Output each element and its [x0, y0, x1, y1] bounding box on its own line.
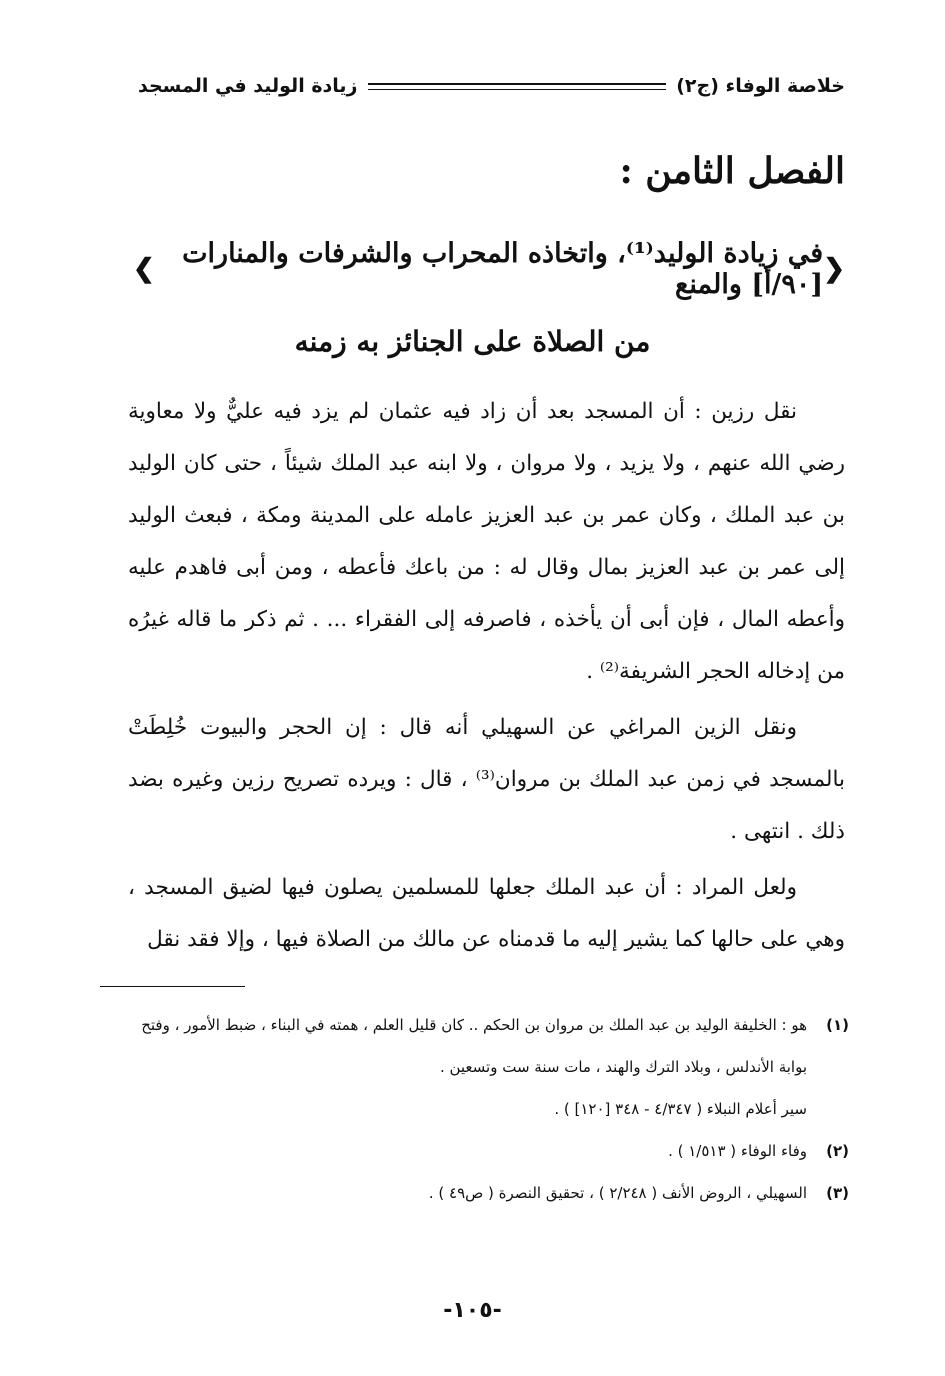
section-subheading: من الصلاة على الجنائز به زمنه — [294, 325, 651, 358]
header-section-title: زيادة الوليد في المسجد — [138, 75, 358, 97]
paragraph: ونقل الزين المراغي عن السهيلي أنه قال : إن الحجر والبيوت خُلِطَتْ بالمسجد في زمن عبد الملك بن مروان⁽³⁾ ، قال : ويرده تصريح رزين وغيره بضد ذلك . انتهى . — [128, 715, 845, 844]
paragraph: ولعل المراد : أن عبد الملك جعلها للمسلمين يصلون فيها لضيق المسجد ، وهي على حالها كما يشير إليه ما قدمناه عن مالك من الصلاة فيها ، وإلا فقد نقل — [128, 875, 845, 952]
footnote-source: سير أعلام النبلاء ( ٤/٣٤٧ - ٣٤٨ [١٢٠] ) . — [554, 1100, 807, 1118]
footnote-number: (٢) — [826, 1142, 849, 1160]
ornament-close-icon: ❯ — [133, 254, 155, 284]
footnotes — [128, 1004, 849, 1214]
header-double-rule — [368, 83, 667, 90]
footnote-number: (٣) — [826, 1184, 849, 1202]
footnote-text: السهيلي ، الروض الأنف ( ٢/٢٤٨ ) ، تحقيق النصرة ( ص٤٩ ) . — [428, 1184, 807, 1202]
section-heading-text: في زيادة الوليد⁽¹⁾، واتخاذه المحراب والشرفات والمنارات [٩٠/أ] والمنع — [182, 238, 824, 300]
footnote-item — [128, 1172, 849, 1214]
footnote-item — [128, 1130, 849, 1172]
footnote-separator — [100, 986, 245, 987]
footnote-text: وفاء الوفاء ( ١/٥١٣ ) . — [668, 1142, 807, 1160]
paragraph: نقل رزين : أن المسجد بعد أن زاد فيه عثمان لم يزد فيه عليٌّ ولا معاوية رضي الله عنهم ، ولا يزيد ، ولا مروان ، ولا ابنه عبد الملك شيئاً ، حتى كان الوليد بن عبد الملك ، وكان عمر بن عبد العزيز عامله على المدينة ومكة ، فبعث الوليد إلى عمر بن عبد العزيز بمال وقال له : من باعك فأعطه ، ومن أبى فاهدم عليه وأعطه المال ، فإن أبى أن يأخذه ، فاصرفه إلى الفقراء ... . ثم ذكر ما قاله غيرُه من إدخاله الحجر الشريفة⁽²⁾ . — [128, 399, 845, 684]
body-text — [128, 386, 845, 966]
running-header — [138, 66, 845, 106]
section-heading — [133, 238, 845, 300]
page-number: -١٠٥- — [443, 1298, 502, 1323]
footnote-item — [128, 1004, 849, 1088]
footnote-text: هو : الخليفة الوليد بن عبد الملك بن مروان بن الحكم .. كان قليل العلم ، همته في البناء ، ضبط الأمور ، وفتح بوابة الأندلس ، وبلاد الترك والهند ، مات سنة ست وتسعين . — [141, 1016, 807, 1076]
header-book-title: خلاصة الوفاء (ج٢) — [676, 75, 845, 97]
footnote-number: (١) — [826, 1016, 849, 1034]
ornament-open-icon: ❮ — [823, 254, 845, 284]
chapter-title: الفصل الثامن : — [619, 150, 845, 192]
